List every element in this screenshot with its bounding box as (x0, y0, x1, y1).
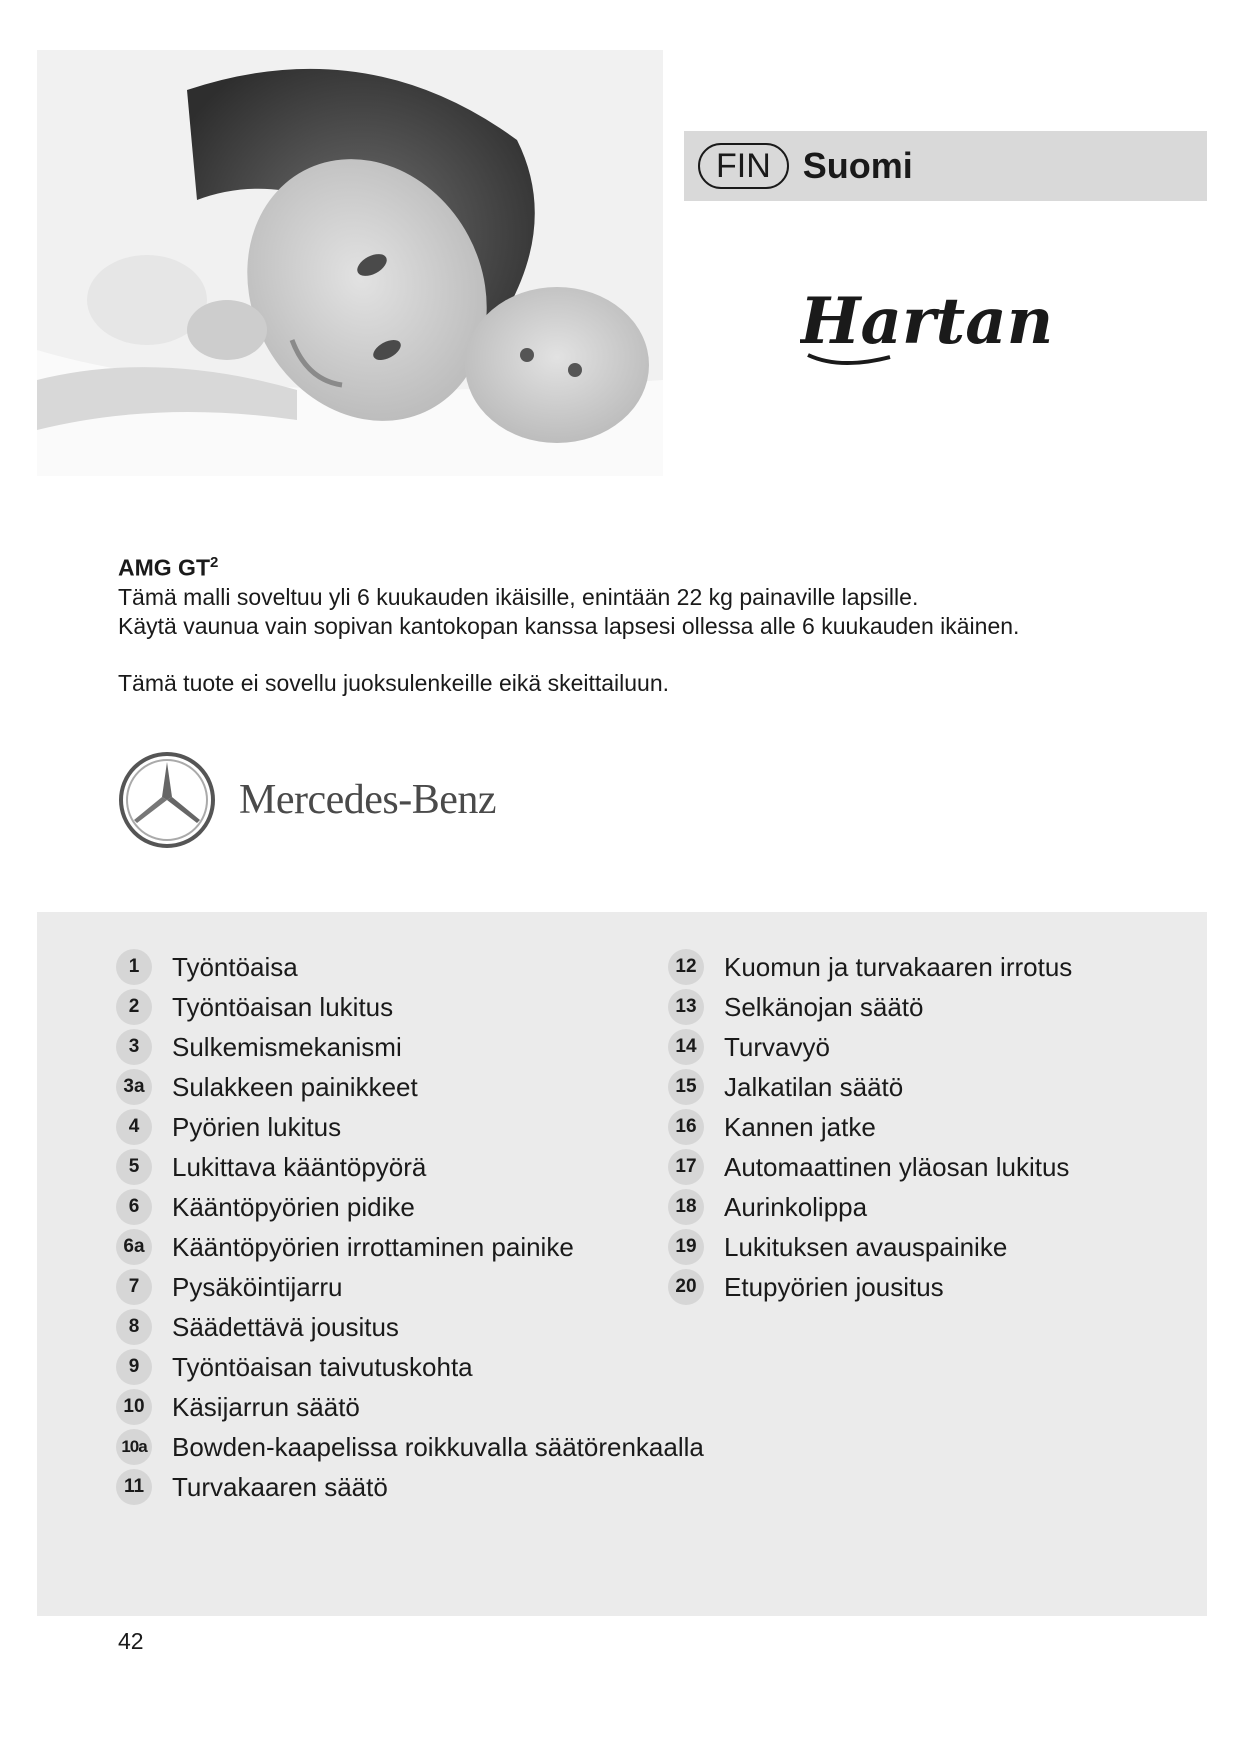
page-number: 42 (118, 1628, 144, 1654)
part-number-badge: 3 (116, 1029, 152, 1065)
part-number-badge: 10a (116, 1429, 152, 1465)
part-number-badge: 11 (116, 1469, 152, 1505)
part-label: Selkänojan säätö (724, 991, 924, 1022)
part-label: Etupyörien jousitus (724, 1271, 944, 1302)
part-label: Automaattinen yläosan lukitus (724, 1151, 1070, 1182)
part-number-badge: 9 (116, 1349, 152, 1385)
parts-list-item (116, 1027, 402, 1067)
part-number-badge: 4 (116, 1109, 152, 1145)
language-name: Suomi (802, 145, 913, 186)
part-label: Säädettävä jousitus (172, 1311, 399, 1342)
part-label: Turvavyö (724, 1031, 830, 1062)
part-label: Bowden-kaapelissa roikkuvalla säätörenkaalla (172, 1431, 704, 1462)
part-number-badge: 2 (116, 989, 152, 1025)
model-superscript: 2 (210, 554, 219, 571)
part-label: Käsijarrun säätö (172, 1391, 360, 1422)
parts-list-item (116, 1067, 418, 1107)
part-number-badge: 8 (116, 1309, 152, 1345)
part-number-badge: 18 (668, 1189, 704, 1225)
parts-list-item (116, 987, 393, 1027)
part-number-badge: 1 (116, 949, 152, 985)
part-label: Työntöaisa (172, 951, 298, 982)
part-number-badge: 5 (116, 1149, 152, 1185)
part-number-badge: 6 (116, 1189, 152, 1225)
parts-list-item (116, 1467, 388, 1507)
parts-list-item (668, 1187, 867, 1227)
parts-list-item (116, 1227, 574, 1267)
mercedes-benz-wordmark: Mercedes-Benz (239, 777, 497, 823)
parts-list-item (668, 987, 923, 1027)
cover-photo (37, 50, 663, 476)
part-number-badge: 16 (668, 1109, 704, 1145)
parts-list-panel (37, 912, 1207, 1616)
parts-list-item (116, 1107, 341, 1147)
parts-list-item (116, 1267, 343, 1307)
parts-list-item (116, 1307, 399, 1347)
language-header (684, 131, 1207, 201)
part-number-badge: 19 (668, 1229, 704, 1265)
parts-list-item (668, 1267, 944, 1307)
hartan-logo (800, 275, 1060, 375)
part-number-badge: 7 (116, 1269, 152, 1305)
parts-list-item (668, 1227, 1007, 1267)
part-label: Turvakaaren säätö (172, 1471, 388, 1502)
part-label: Pysäköintijarru (172, 1271, 343, 1302)
parts-list-item (668, 1147, 1069, 1187)
intro-line-1: Tämä malli soveltuu yli 6 kuukauden ikäisille, enintään 22 kg painaville lapsille. (118, 583, 919, 610)
mercedes-star-icon (117, 750, 217, 850)
part-number-badge: 6a (116, 1229, 152, 1265)
parts-list-item (116, 1147, 426, 1187)
part-label: Työntöaisan taivutuskohta (172, 1351, 473, 1382)
part-number-badge: 15 (668, 1069, 704, 1105)
parts-list-item (668, 1067, 903, 1107)
mercedes-benz-logo (117, 750, 496, 850)
part-number-badge: 12 (668, 949, 704, 985)
parts-list-item (668, 947, 1072, 987)
part-label: Kannen jatke (724, 1111, 876, 1142)
parts-list-item (116, 1427, 704, 1467)
parts-list-item (116, 1347, 473, 1387)
parts-list-item (116, 1187, 415, 1227)
part-number-badge: 13 (668, 989, 704, 1025)
product-intro (118, 548, 1168, 698)
part-number-badge: 14 (668, 1029, 704, 1065)
hartan-logo-text: Hartan (800, 284, 1054, 359)
part-number-badge: 3a (116, 1069, 152, 1105)
part-label: Sulkemismekanismi (172, 1031, 402, 1062)
part-number-badge: 10 (116, 1389, 152, 1425)
part-label: Kääntöpyörien pidike (172, 1191, 415, 1222)
part-label: Työntöaisan lukitus (172, 991, 394, 1022)
model-name: AMG GT (118, 554, 210, 581)
part-label: Aurinkolippa (724, 1191, 868, 1222)
parts-list-item (116, 1387, 360, 1427)
parts-list-item (668, 1107, 876, 1147)
language-code-badge: FIN (698, 143, 789, 189)
part-label: Sulakkeen painikkeet (172, 1071, 418, 1102)
model-title (118, 548, 1168, 583)
parts-list-item (116, 947, 298, 987)
parts-list-item (668, 1027, 830, 1067)
part-label: Pyörien lukitus (172, 1111, 342, 1142)
part-number-badge: 17 (668, 1149, 704, 1185)
part-label: Kuomun ja turvakaaren irrotus (724, 951, 1073, 982)
part-label: Kääntöpyörien irrottaminen painike (172, 1231, 574, 1262)
intro-line-2: Käytä vaunua vain sopivan kantokopan kanssa lapsesi ollessa alle 6 kuukauden ikäinen. (118, 612, 1020, 639)
part-number-badge: 20 (668, 1269, 704, 1305)
intro-line-3: Tämä tuote ei sovellu juoksulenkeille eikä skeittailuun. (118, 669, 670, 696)
part-label: Lukituksen avauspainike (724, 1231, 1008, 1262)
part-label: Jalkatilan säätö (724, 1071, 904, 1102)
part-label: Lukittava kääntöpyörä (172, 1151, 427, 1182)
